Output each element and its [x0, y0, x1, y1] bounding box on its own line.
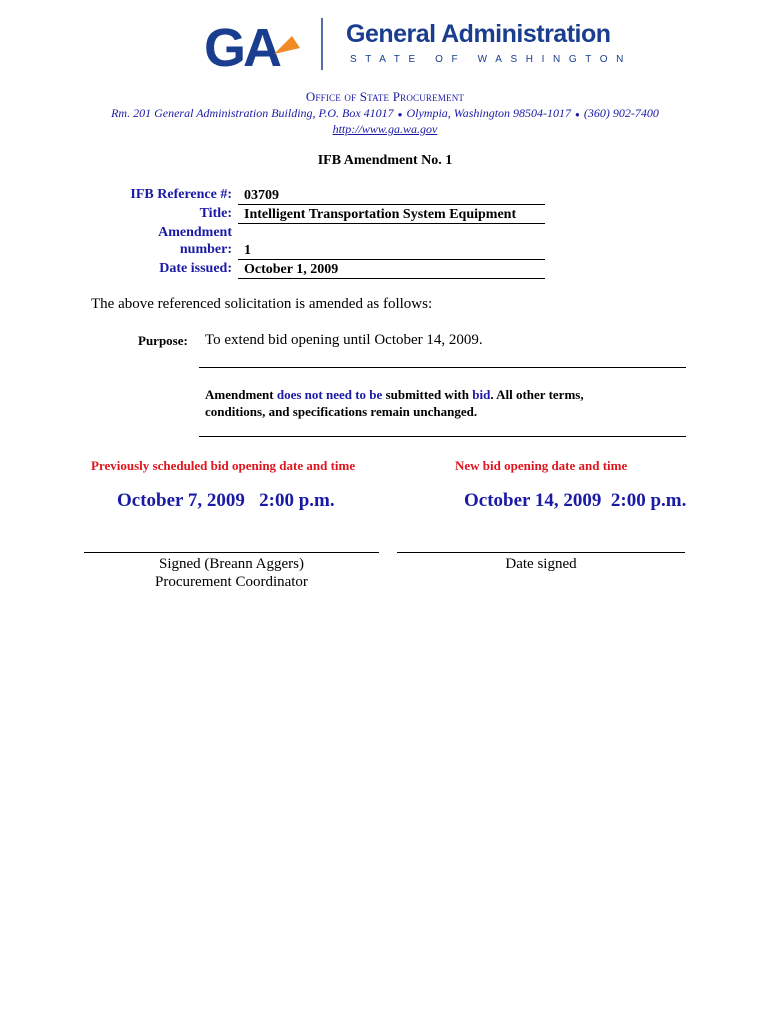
- divider: [199, 436, 686, 437]
- previous-date-value: October 7, 2009 2:00 p.m.: [117, 490, 335, 511]
- purpose-text: To extend bid opening until October 14, 2009.: [205, 332, 483, 348]
- org-name: General Administration: [346, 20, 611, 48]
- date-signed-line: [397, 552, 685, 553]
- date-issued-label: Date issued:: [159, 261, 232, 276]
- amendment-label-line2: number:: [179, 242, 232, 257]
- notice-part: . All other terms, conditions, and specifications remain unchanged.: [205, 387, 584, 419]
- notice-emphasis: does not need to be: [276, 387, 383, 402]
- date-signed-label: Date signed: [505, 556, 577, 572]
- ifb-reference-value: 03709: [238, 187, 545, 205]
- notice-part: Amendment: [205, 387, 277, 402]
- intro-text: The above referenced solicitation is amended as follows:: [91, 296, 433, 312]
- address-city: Olympia, Washington 98504-1017: [406, 106, 572, 120]
- purpose-label: Purpose:: [138, 333, 188, 348]
- document-title: IFB Amendment No. 1: [317, 153, 453, 168]
- date-issued-value: October 1, 2009: [238, 261, 545, 279]
- notice-part: submitted with: [382, 387, 473, 402]
- previous-date-label: Previously scheduled bid opening date and time: [91, 458, 356, 473]
- address-line: [0, 106, 770, 121]
- new-date-label: New bid opening date and time: [455, 458, 628, 473]
- divider: [199, 367, 686, 368]
- notice-emphasis: bid: [472, 387, 491, 402]
- office-name: Office of State Procurement: [305, 89, 465, 104]
- signer-title: Procurement Coordinator: [155, 574, 308, 590]
- amendment-number-value: 1: [238, 242, 545, 260]
- title-label: Title:: [199, 206, 232, 221]
- signer-name: Signed (Breann Aggers): [159, 556, 304, 572]
- signature-line: [84, 552, 379, 553]
- signer-block: [84, 555, 379, 591]
- address-street: Rm. 201 General Administration Building, P.O. Box 41017: [111, 106, 394, 120]
- amendment-notice: [205, 386, 645, 420]
- org-subtitle: STATE OF WASHINGTON: [350, 54, 632, 65]
- logo-ga-text: GA: [204, 18, 279, 74]
- new-date-value: October 14, 2009 2:00 p.m.: [464, 490, 687, 511]
- bullet-icon: ●: [575, 109, 580, 119]
- title-value: Intelligent Transportation System Equipment: [238, 206, 545, 224]
- amendment-label-line1: Amendment: [158, 225, 232, 240]
- website-link[interactable]: http://www.ga.wa.gov: [332, 122, 438, 136]
- address-phone: (360) 902-7400: [583, 106, 659, 120]
- ifb-reference-label: IFB Reference #:: [130, 187, 232, 202]
- bullet-icon: ●: [397, 109, 403, 119]
